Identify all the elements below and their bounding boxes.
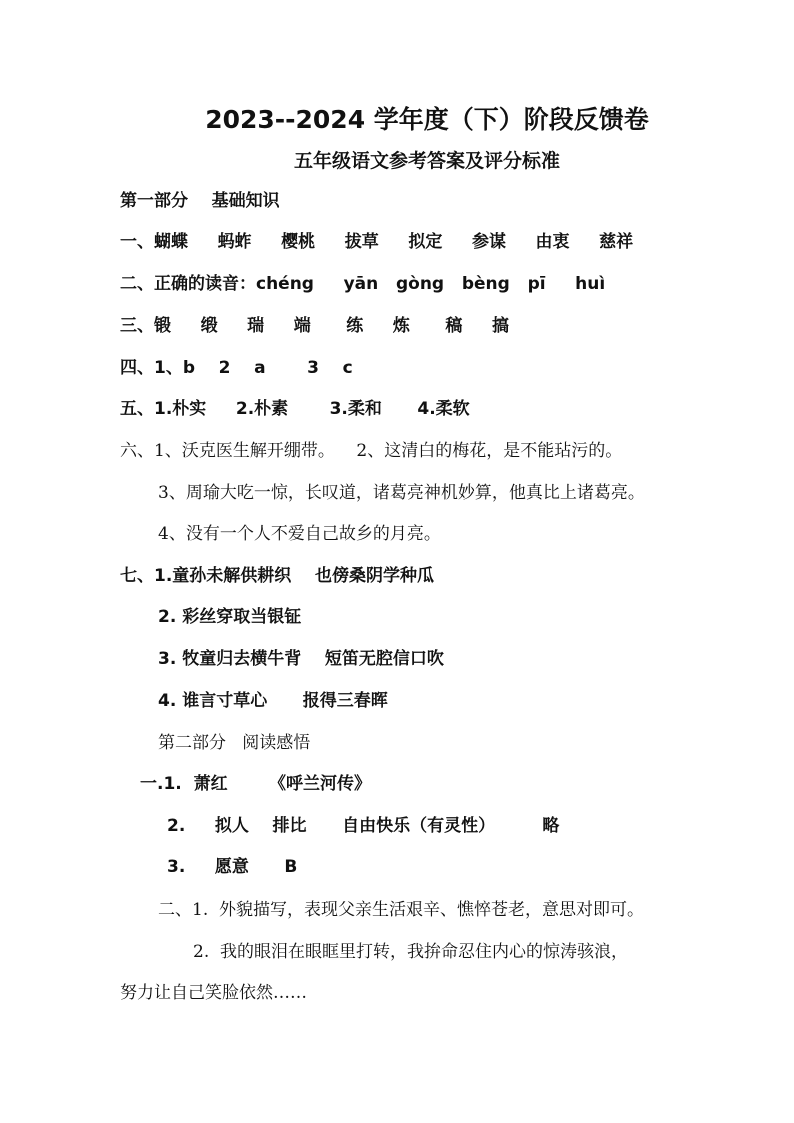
section-heading-part-one: 第一部分 基础知识: [120, 191, 280, 211]
reading-answer-1-3: 3. 愿意 B: [167, 857, 298, 877]
answer-line-7-3: 3. 牧童归去横牛背 短笛无腔信口吹: [158, 649, 444, 669]
reading-answer-1-1: 一.1. 萧红 《呼兰河传》: [140, 774, 372, 794]
answer-line-6-4: 4、没有一个人不爱自己故乡的月亮。: [158, 524, 441, 544]
reading-answer-1-2: 2. 拟人 排比 自由快乐（有灵性） 略: [167, 816, 560, 836]
answer-line-3: 三、锻 缎 瑞 端 练 炼 稿 搞: [120, 316, 509, 336]
answer-line-2: 二、正确的读音：chéng yān gòng bèng pī huì: [120, 274, 606, 294]
reading-answer-2-2: 2. 我的眼泪在眼眶里打转，我拚命忍住内心的惊涛骇浪，: [193, 942, 629, 962]
answer-line-6-3: 3、周瑜大吃一惊，长叹道，诸葛亮神机妙算，他真比上诸葛亮。: [158, 483, 645, 503]
answer-line-1: 一、蝴蝶 蚂蚱 樱桃 拔草 拟定 参谋 由衷 慈祥: [120, 232, 634, 252]
document-subtitle: 五年级语文参考答案及评分标准: [293, 150, 560, 172]
reading-answer-2-1: 二、1. 外貌描写，表现父亲生活艰辛、憔悴苍老，意思对即可。: [158, 900, 645, 920]
answer-line-5: 五、1.朴实 2.朴素 3.柔和 4.柔软: [120, 399, 470, 419]
answer-line-7-4: 4. 谁言寸草心 报得三春晖: [158, 691, 388, 711]
answer-line-7-2: 2. 彩丝穿取当银钲: [158, 607, 302, 627]
answer-line-4: 四、1、b 2 a 3 c: [120, 358, 353, 378]
answer-line-7: 七、1.童孙未解供耕织 也傍桑阴学种瓜: [120, 566, 434, 586]
section-heading-part-two: 第二部分 阅读感悟: [158, 733, 311, 753]
answer-line-6: 六、1、沃克医生解开绷带。 2、这清白的梅花，是不能玷污的。: [120, 441, 623, 461]
reading-answer-2-2-cont: 努力让自己笑脸依然……: [120, 983, 307, 1003]
document-title: 2023--2024 学年度（下）阶段反馈卷: [205, 105, 649, 134]
